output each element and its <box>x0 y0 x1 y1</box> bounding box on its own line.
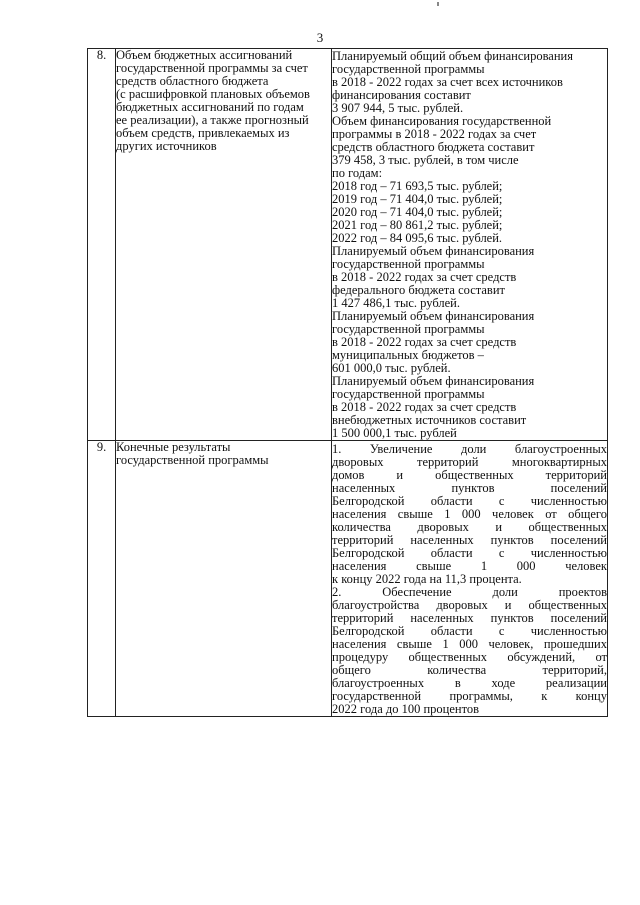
content-line: домов и общественных территорий <box>332 468 607 482</box>
content-line: Планируемый объем финансирования <box>332 374 535 388</box>
heading-line: ее реализации), а также прогнозный <box>116 113 309 127</box>
content-line: территорий населенных пунктов поселений <box>332 533 607 547</box>
content-line: Белгородской области с численностью <box>332 624 607 638</box>
content-line: 601 000,0 тыс. рублей. <box>332 361 451 375</box>
row-content <box>332 441 608 717</box>
content-line: государственной программы <box>332 257 485 271</box>
content-line: по годам: <box>332 166 383 180</box>
heading-line: государственной программы за счет <box>116 61 308 75</box>
content-line: муниципальных бюджетов – <box>332 348 484 362</box>
heading-line: средств областного бюджета <box>116 74 269 88</box>
heading-line: государственной программы <box>116 453 269 467</box>
content-line: общего количества территорий, <box>332 663 607 677</box>
page-number: 3 <box>316 30 324 45</box>
content-line: 2022 года до 100 процентов <box>332 702 480 716</box>
row-number: 8. <box>88 49 116 441</box>
content-line: 2020 год – 71 404,0 тыс. рублей; <box>332 205 503 219</box>
table-row <box>88 49 608 441</box>
content-line: 2021 год – 80 861,2 тыс. рублей; <box>332 218 503 232</box>
content-line: государственной программы <box>332 387 485 401</box>
content-line: 1 427 486,1 тыс. рублей. <box>332 296 460 310</box>
content-line: в 2018 - 2022 годах за счет средств <box>332 270 517 284</box>
content-line: Планируемый объем финансирования <box>332 244 535 258</box>
content-line: 379 458, 3 тыс. рублей, в том числе <box>332 153 519 167</box>
content-line: 2018 год – 71 693,5 тыс. рублей; <box>332 179 503 193</box>
content-line: государственной программы, к концу <box>332 689 607 703</box>
content-line: Объем финансирования государственной <box>332 114 552 128</box>
content-line: в 2018 - 2022 годах за счет средств <box>332 335 517 349</box>
content-line: территорий населенных пунктов поселений <box>332 611 607 625</box>
content-line: Белгородской области с численностью <box>332 494 607 508</box>
content-line: в 2018 - 2022 годах за счет средств <box>332 400 517 414</box>
content-line: к концу 2022 года на 11,3 процента. <box>332 572 522 586</box>
content-line: 1. Увеличение доли благоустроенных <box>332 442 607 456</box>
content-line: федерального бюджета составит <box>332 283 505 297</box>
row-heading <box>116 49 332 441</box>
content-line: населения свыше 1 000 человек от общего <box>332 507 607 521</box>
content-line: государственной программы <box>332 322 485 336</box>
content-line: 2. Обеспечение доли проектов <box>332 585 607 599</box>
content-line: государственной программы <box>332 62 485 76</box>
heading-line: других источников <box>116 139 217 153</box>
content-line: благоустроенных в ходе реализации <box>332 676 607 690</box>
row-content <box>332 49 608 441</box>
content-line: средств областного бюджета составит <box>332 140 535 154</box>
heading-line: объем средств, привлекаемых из <box>116 126 290 140</box>
content-line: 2019 год – 71 404,0 тыс. рублей; <box>332 192 503 206</box>
content-line: населения свыше 1 000 человек, прошедших <box>332 637 607 651</box>
content-line: дворовых территорий многоквартирных <box>332 455 607 469</box>
content-line: программы в 2018 - 2022 годах за счет <box>332 127 537 141</box>
content-line: Планируемый объем финансирования <box>332 309 535 323</box>
content-line: процедуру общественных обсуждений, от <box>332 650 607 664</box>
content-line: населения свыше 1 000 человек <box>332 559 607 573</box>
heading-line: (с расшифровкой плановых объемов <box>116 87 310 101</box>
content-line: населенных пунктов поселений <box>332 481 607 495</box>
content-line: финансирования составит <box>332 88 471 102</box>
content-line: внебюджетных источников составит <box>332 413 527 427</box>
content-line: благоустройства дворовых и общественных <box>332 598 607 612</box>
content-line: в 2018 - 2022 годах за счет всех источников <box>332 75 563 89</box>
content-line: 2022 год – 84 095,6 тыс. рублей. <box>332 231 503 245</box>
content-line: количества дворовых и общественных <box>332 520 607 534</box>
scan-speck <box>437 2 439 6</box>
row-number: 9. <box>88 441 116 717</box>
content-line: 1 500 000,1 тыс. рублей <box>332 426 457 440</box>
content-line: Планируемый общий объем финансирования <box>332 49 573 63</box>
heading-line: бюджетных ассигнований по годам <box>116 100 304 114</box>
table-row <box>88 441 608 717</box>
content-line: Белгородской области с численностью <box>332 546 607 560</box>
program-passport-table <box>87 48 608 717</box>
row-heading <box>116 441 332 717</box>
content-line: 3 907 944, 5 тыс. рублей. <box>332 101 464 115</box>
heading-line: Объем бюджетных ассигнований <box>116 48 293 62</box>
heading-line: Конечные результаты <box>116 440 231 454</box>
